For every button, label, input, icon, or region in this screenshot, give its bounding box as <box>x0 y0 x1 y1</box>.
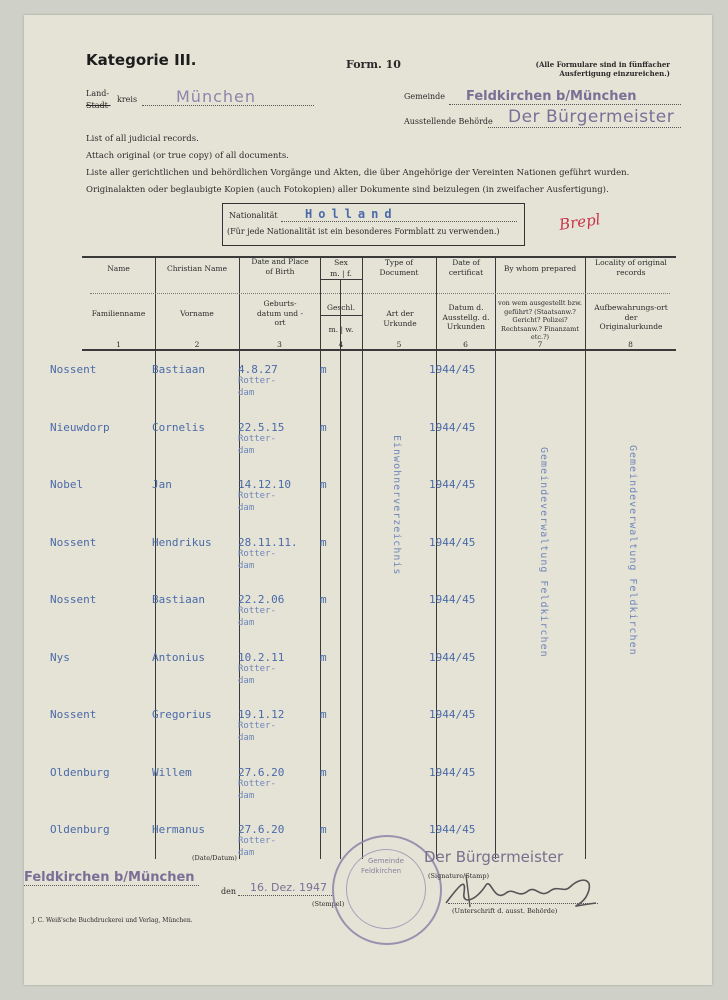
row-family-name: Nobel <box>50 478 84 491</box>
row-sex: m <box>320 823 327 836</box>
row-sex: m <box>320 363 327 376</box>
form-sheet <box>24 15 712 985</box>
col-4-de-sub: m. | w. <box>328 325 354 334</box>
behoerde-label: Ausstellende Behörde <box>404 117 493 126</box>
row-family-name: Oldenburg <box>50 823 110 836</box>
den-label: den <box>221 887 237 896</box>
stamp-label: (Stempel) <box>312 900 345 908</box>
row-first-name: Hermanus <box>152 823 205 836</box>
red-annotation: Brepl <box>557 210 602 234</box>
row-certificate-date: 1944/45 <box>429 708 476 721</box>
col-8-num: 8 <box>628 340 633 349</box>
place-stamp: Feldkirchen b/München <box>24 870 195 885</box>
land-label: Land- <box>86 89 110 98</box>
row-birth-place: Rotter- <box>238 836 276 846</box>
row-certificate-date: 1944/45 <box>429 363 476 376</box>
row-birth-date: 27.6.20 <box>238 823 285 836</box>
row-birth-date: 28.11.11. <box>238 535 298 549</box>
row-family-name: Nossent <box>50 593 97 606</box>
col-2-de: Vorname <box>180 309 214 318</box>
instruction-2: Attach original (or true copy) of all documents. <box>86 151 289 161</box>
col-6-num: 6 <box>463 340 468 349</box>
row-birth-date: 10.2.11 <box>238 650 285 664</box>
row-certificate-date: 1944/45 <box>429 420 476 434</box>
col-6-en: Date of certificat <box>448 258 484 277</box>
place-line <box>24 885 199 886</box>
row-first-name: Bastiaan <box>152 593 205 606</box>
col-1-en: Name <box>107 264 130 273</box>
row-birth-date: 19.1.12 <box>238 708 285 721</box>
col-7-en: By whom prepared <box>503 264 577 273</box>
nationality-value: Holland <box>305 207 398 221</box>
col7-vertical-text: Gemeindeverwaltung Feldkirchen <box>538 447 549 658</box>
row-birth-place: Rotter- <box>238 491 276 501</box>
row-birth-place-2: dam <box>238 790 255 801</box>
instruction-4: Originalakten oder beglaubigte Kopien (auch Fotokopien) aller Dokumente sind beizulegen (in zweifacher Ausfertigung). <box>86 185 609 195</box>
row-certificate-date: 1944/45 <box>429 593 476 606</box>
nationality-note: (Für jede Nationalität ist ein besonderes Formblatt zu verwenden.) <box>227 227 500 236</box>
col-4-num: 4 <box>338 340 344 349</box>
row-certificate-date: 1944/45 <box>429 823 476 836</box>
row-birth-place: Rotter- <box>238 663 276 674</box>
row-family-name: Nys <box>50 650 70 664</box>
row-birth-date: 22.5.15 <box>238 420 285 434</box>
col-7-num: 7 <box>537 340 543 349</box>
row-birth-place: Rotter- <box>238 433 276 444</box>
gemeinde-label: Gemeinde <box>404 92 446 101</box>
row-birth-place-2: dam <box>238 503 255 513</box>
col-8-de: Aufbewahrungs-ort der Originalurkunde <box>594 303 668 331</box>
row-birth-place-2: dam <box>238 675 255 686</box>
col-3-en: Date and Place of Birth <box>251 257 309 276</box>
col-1-num: 1 <box>116 340 121 349</box>
nationality-label: Nationalität <box>229 211 278 220</box>
row-first-name: Cornelis <box>152 420 205 434</box>
row-first-name: Bastiaan <box>152 363 205 376</box>
row-sex: m <box>320 708 327 721</box>
kreis-stamp: München <box>176 87 257 106</box>
col-1-de: Familienname <box>91 309 146 318</box>
row-birth-place: Rotter- <box>238 721 276 731</box>
form-number: Form. 10 <box>346 58 401 71</box>
signer-stamp: Der Bürgermeister <box>424 848 564 866</box>
nationality-line <box>281 221 517 222</box>
date-line <box>238 895 334 896</box>
row-sex: m <box>320 478 327 491</box>
col5-vertical-text: Einwohnerverzeichnis <box>391 435 402 576</box>
row-birth-place-2: dam <box>238 445 255 456</box>
row-certificate-date: 1944/45 <box>429 535 476 549</box>
col8-vertical-text: Gemeindeverwaltung Feldkirchen <box>627 445 638 656</box>
col-2-en: Christian Name <box>166 264 228 273</box>
col-3-num: 3 <box>277 340 282 349</box>
unterschrift-label: (Unterschrift d. ausst. Behörde) <box>452 907 558 915</box>
row-first-name: Antonius <box>152 650 205 664</box>
instruction-1: List of all judicial records. <box>86 134 199 144</box>
row-birth-place-2: dam <box>238 848 255 858</box>
row-birth-date: 14.12.10 <box>238 478 291 491</box>
row-certificate-date: 1944/45 <box>429 765 476 779</box>
kreis-label: kreis <box>117 95 138 104</box>
row-certificate-date: 1944/45 <box>429 478 476 491</box>
row-sex: m <box>320 593 327 606</box>
row-birth-place: Rotter- <box>238 376 276 386</box>
row-family-name: Oldenburg <box>50 765 110 779</box>
col-2-num: 2 <box>194 340 200 349</box>
row-birth-date: 22.2.06 <box>238 593 285 606</box>
row-birth-place-2: dam <box>238 618 255 628</box>
date-stamp: 16. Dez. 1947 <box>250 881 327 894</box>
col-4-en: Sex <box>334 258 348 267</box>
instruction-3: Liste aller gerichtlichen und behördlichen Vorgänge und Akten, die über Angehörige der Vereinten Nationen geführt wurden. <box>86 168 630 178</box>
row-family-name: Nossent <box>50 708 97 721</box>
handwritten-signature <box>436 863 616 923</box>
col-5-en: Type of Document <box>379 258 419 277</box>
header-dotted-rule <box>90 293 670 294</box>
col-5-de: Art der Urkunde <box>383 309 417 328</box>
row-birth-place-2: dam <box>238 733 255 743</box>
col-6-de: Datum d. Ausstellg. d. Urkunden <box>442 303 490 331</box>
col-5-num: 5 <box>396 340 402 349</box>
col-3-de: Geburts-datum und -ort <box>257 299 303 327</box>
row-certificate-date: 1944/45 <box>429 650 476 664</box>
row-birth-place-2: dam <box>238 388 255 398</box>
col-4-de: Geschl. <box>326 303 356 312</box>
printer-credit: J. C. Weiß'sche Buchdruckerei und Verlag, München. <box>32 917 193 924</box>
row-family-name: Nossent <box>50 363 97 376</box>
sex-sub-rule-2 <box>320 315 362 316</box>
row-birth-place: Rotter- <box>238 606 276 616</box>
row-sex: m <box>320 650 327 664</box>
row-sex: m <box>320 420 327 434</box>
col-4-en-sub: m. | f. <box>330 269 352 278</box>
sex-sub-rule <box>320 279 362 280</box>
behoerde-stamp: Der Bürgermeister <box>508 107 675 127</box>
row-family-name: Nossent <box>50 535 97 549</box>
copies-note: (Alle Formulare sind in fünffacher Ausfertigung einzureichen.) <box>535 60 670 78</box>
row-first-name: Jan <box>152 478 172 491</box>
stadt-label: Stadt- <box>86 101 111 110</box>
col-7-de: von wem ausgestellt bzw. geführt? (Staatsanw.? Gericht? Polizei? Rechtsanw.? Finanzamt etc.?) <box>498 299 582 341</box>
row-birth-date: 27.6.20 <box>238 765 285 779</box>
col-8-en: Locality of original records <box>595 258 667 277</box>
row-first-name: Hendrikus <box>152 535 212 549</box>
row-first-name: Willem <box>152 765 192 779</box>
row-sex: m <box>320 535 327 549</box>
row-first-name: Gregorius <box>152 708 212 721</box>
nationality-box <box>222 203 525 246</box>
row-birth-place: Rotter- <box>238 548 276 559</box>
col-divider-sex <box>340 279 341 859</box>
behoerde-line <box>488 127 681 128</box>
signature-label: (Signature/Stamp) <box>428 872 490 880</box>
row-sex: m <box>320 765 327 779</box>
row-birth-date: 4.8.27 <box>238 363 278 376</box>
row-family-name: Nieuwdorp <box>50 420 110 434</box>
official-round-stamp: Gemeinde Feldkirchen <box>332 835 442 945</box>
row-birth-place: Rotter- <box>238 778 276 789</box>
date-ort-label: (Date/Datum) <box>192 854 237 862</box>
form-category-title: Kategorie III. <box>86 51 197 69</box>
gemeinde-line <box>449 104 681 105</box>
row-birth-place-2: dam <box>238 560 255 571</box>
gemeinde-stamp: Feldkirchen b/München <box>466 89 637 104</box>
